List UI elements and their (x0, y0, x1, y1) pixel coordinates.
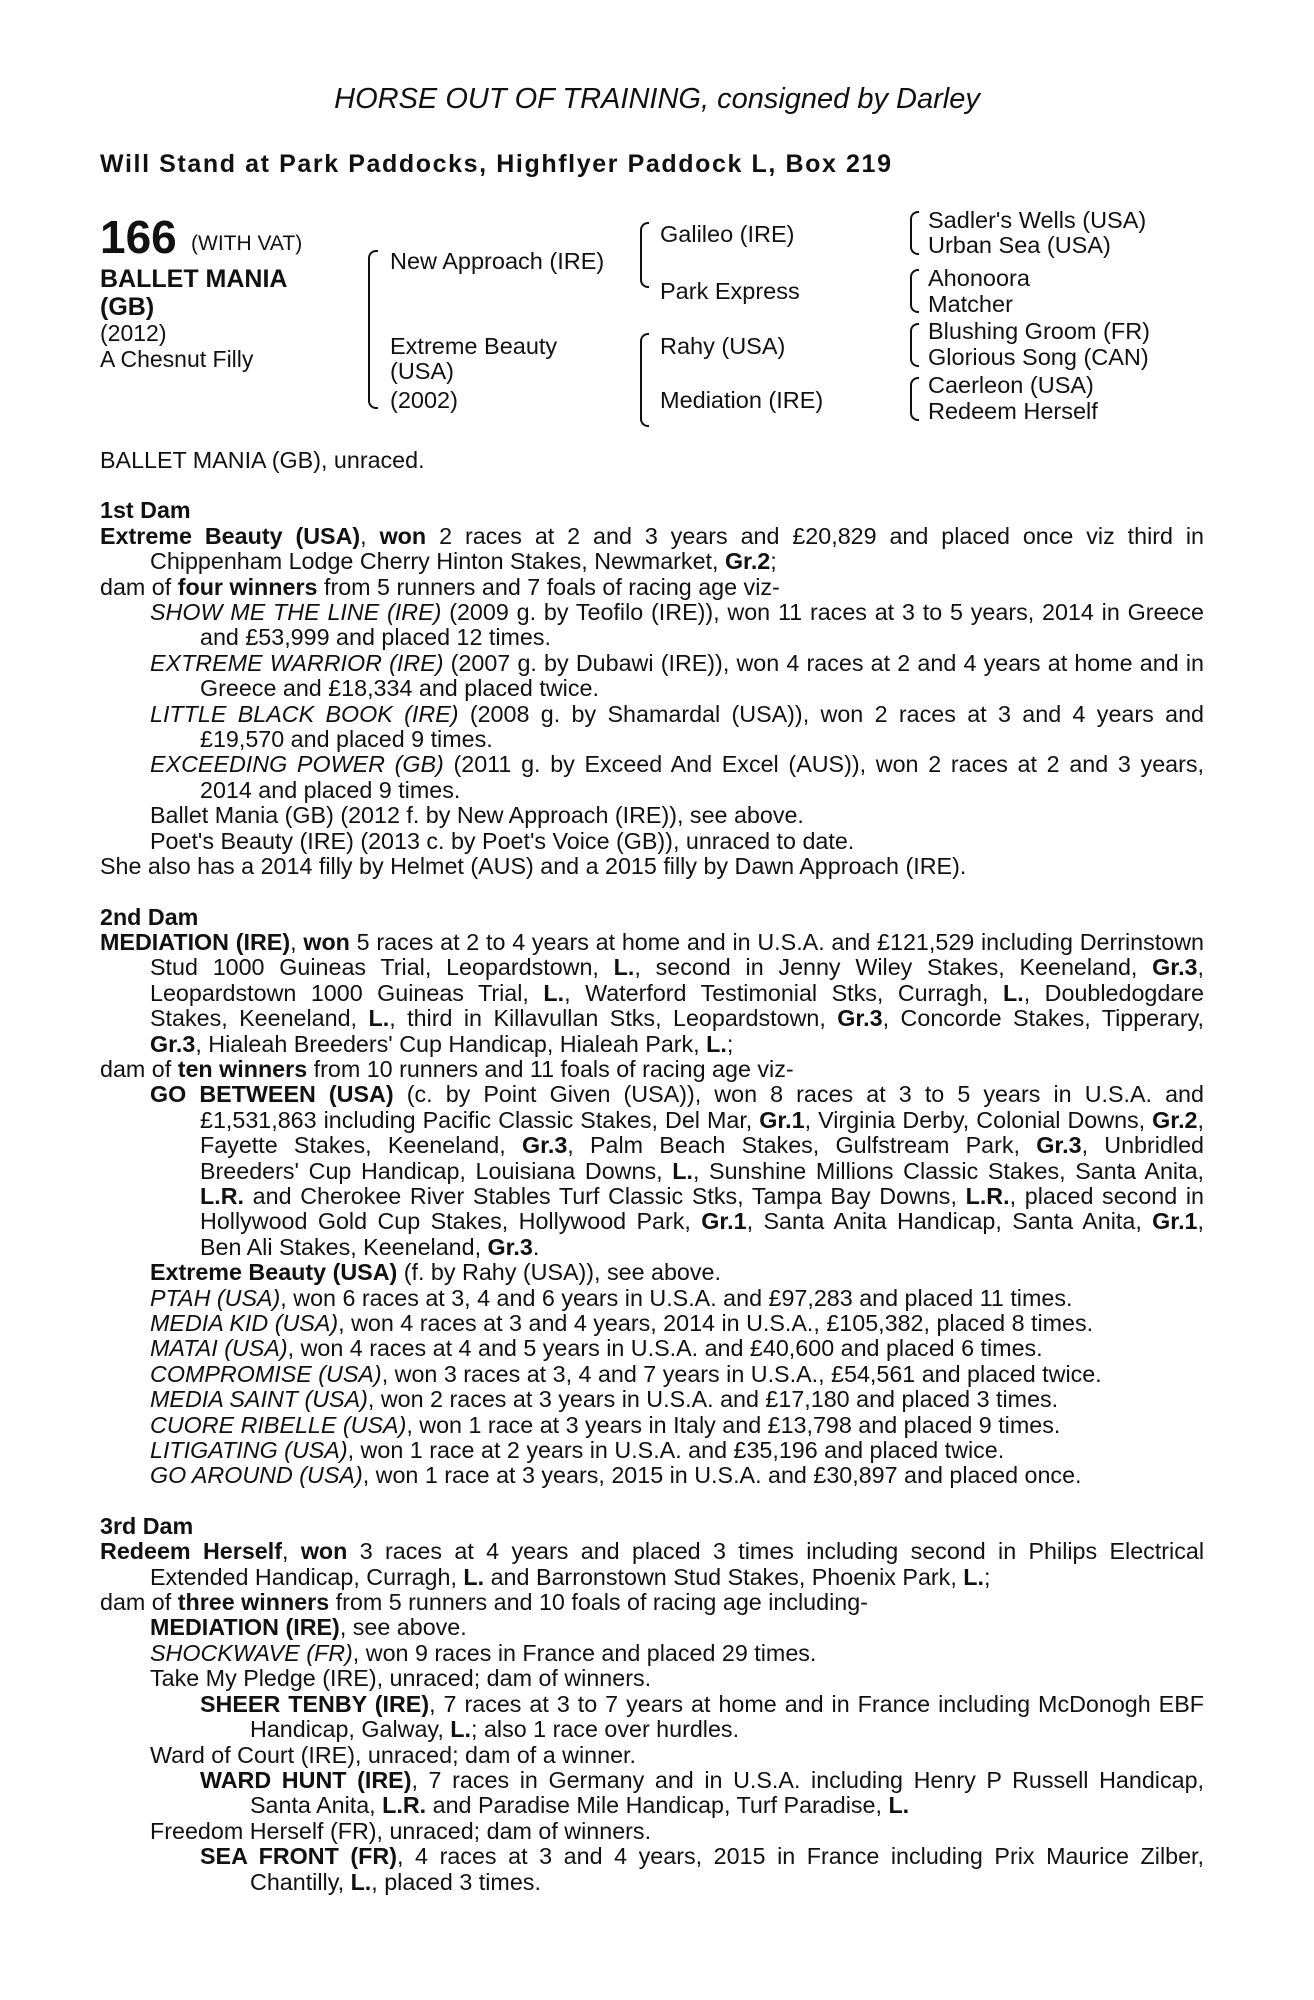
grade: L.R. (382, 1792, 427, 1819)
produce-entry (100, 1362, 1204, 1387)
grade: L. (350, 1868, 372, 1895)
grade: L. (672, 1157, 693, 1184)
pedigree-sire: New Approach (IRE) (390, 248, 605, 274)
pedigree-sss: Sadler's Wells (USA) (928, 207, 1147, 233)
pedigree-sire-sire: Galileo (IRE) (660, 221, 795, 247)
text: (c. by Point Given (USA)), won 8 races at 3 to 5 years in U.S.A. and £1,531,863 including Pacific Classic Stakes, Del Mar, (200, 1081, 1204, 1133)
third-dam-summary: Redeem Herself, won 3 races at 4 years and placed 3 times including second in Philips Electrical Extended Handicap, Curragh, L. and Barronstown Stud Stakes, Phoenix Park, L.; (100, 1538, 1204, 1590)
text: , Waterford Testimonial Stks, Curragh, (564, 979, 1003, 1006)
first-dam-summary: Extreme Beauty (USA), won 2 races at 2 and 3 years and £20,829 and placed once viz third in Chippenham Lodge Cherry Hinton Stakes, Newmarket, Gr.2; (100, 522, 1204, 575)
first-dam-produce-summary (100, 575, 1204, 600)
pedigree-dam-line2: (USA) (390, 358, 454, 384)
grade: L. (1002, 979, 1024, 1006)
text: , won 1 race at 3 years, 2015 in U.S.A. and £30,897 and placed once. (362, 1462, 1082, 1489)
text: , placed second in Hollywood Gold Cup Stakes, Hollywood Park, (200, 1182, 1204, 1235)
produce-entry (100, 600, 1204, 651)
winners-count: four winners (177, 573, 318, 600)
gen3-bracket-3 (910, 323, 919, 367)
produce-name: EXTREME WARRIOR (IRE) (150, 649, 444, 676)
horse-year: (2012) (100, 320, 167, 346)
produce-entry: Ward of Court (IRE), unraced; dam of a winner. (150, 1741, 636, 1768)
text: (f. by Rahy (USA)), see above. (397, 1259, 721, 1286)
text: , Doubledogdare Stakes, Keeneland, (150, 979, 1204, 1032)
produce-name: CUORE RIBELLE (USA) (150, 1411, 407, 1438)
horse-name: BALLET MANIA (GB) (100, 265, 287, 321)
grade: Gr.2 (1152, 1106, 1198, 1133)
produce-entry (100, 1387, 1204, 1412)
third-dam-name: Redeem Herself (100, 1538, 282, 1565)
text: , 7 races in Germany and in U.S.A. including Henry P Russell Handicap, Santa Anita, (250, 1766, 1204, 1819)
text: ; (984, 1563, 991, 1590)
text: , second in Jenny Wiley Stakes, Keeneland, (634, 954, 1153, 981)
produce-entry (100, 1641, 1204, 1666)
third-dam-heading: 3rd Dam (100, 1512, 194, 1539)
vat-label: (WITH VAT) (191, 232, 303, 255)
produce-name: SHEER TENBY (IRE) (200, 1690, 430, 1717)
text: from 5 runners and 10 foals of racing age including- (329, 1589, 868, 1616)
second-dam-produce-summary (100, 1057, 1204, 1082)
grade: Gr.1 (759, 1106, 805, 1133)
pedigree-sire-dam: Park Express (660, 278, 800, 304)
produce-name: Extreme Beauty (USA) (150, 1259, 398, 1286)
text: , 7 races at 3 to 7 years at home and in France including McDonogh EBF Handicap, Galway, (250, 1690, 1204, 1743)
text: and Paradise Mile Handicap, Turf Paradise, (426, 1792, 889, 1819)
second-dam-heading: 2nd Dam (100, 903, 199, 930)
grandproduce-entry (100, 1768, 1204, 1819)
text: (2008 g. by Shamardal (USA)), won 2 races at 3 and 4 years and £19,570 and placed 9 times. (200, 700, 1204, 753)
stand-location: Will Stand at Park Paddocks, Highflyer Paddock L, Box 219 (100, 150, 893, 178)
produce-name: LITTLE BLACK BOOK (IRE) (150, 700, 459, 727)
text: , Leopardstown 1000 Guineas Trial, (150, 954, 1204, 1006)
text: (2011 g. by Exceed And Excel (AUS)), won 2 races at 2 and 3 years, 2014 and placed 9 times. (200, 751, 1204, 803)
second-dam-name: MEDIATION (IRE) (100, 928, 291, 955)
text: ; (770, 548, 777, 575)
produce-entry (100, 752, 1204, 803)
first-dam-heading: 1st Dam (100, 497, 191, 524)
text: , Concorde Stakes, Tipperary, (882, 1005, 1204, 1032)
produce-entry (100, 1615, 1204, 1640)
grade: Gr.3 (150, 1030, 196, 1057)
produce-entry (100, 1260, 1204, 1285)
produce-name: MEDIA SAINT (USA) (150, 1386, 368, 1413)
produce-entry (100, 1413, 1204, 1438)
produce-name: MEDIATION (IRE) (150, 1614, 340, 1641)
grade: Gr.3 (1036, 1132, 1082, 1159)
produce-entry (100, 1286, 1204, 1311)
produce-entry (100, 702, 1204, 753)
pedigree-dss: Blushing Groom (FR) (928, 318, 1150, 344)
text: , Fayette Stakes, Keeneland, (200, 1106, 1204, 1159)
text: from 5 runners and 7 foals of racing age viz- (317, 573, 780, 600)
winners-count: three winners (177, 1589, 330, 1616)
text: , won 1 race at 3 years in Italy and £13,798 and placed 9 times. (406, 1411, 1061, 1438)
grandproduce-entry (100, 1692, 1204, 1743)
grade: L. (963, 1563, 984, 1590)
text: 2 races at 2 and 3 years and £20,829 and placed once viz third in Chippenham Lodge Cherry Hinton Stakes, Newmarket, (150, 522, 1204, 575)
text: from 10 runners and 11 foals of racing age viz- (307, 1055, 794, 1082)
produce-name: LITIGATING (USA) (150, 1437, 348, 1464)
grade: L. (450, 1716, 471, 1743)
produce-name: SHOCKWAVE (FR) (150, 1639, 353, 1666)
produce-entry (100, 1336, 1204, 1361)
produce-entry: Freedom Herself (FR), unraced; dam of winners. (150, 1817, 652, 1844)
text: ; (726, 1030, 734, 1057)
produce-entry (100, 651, 1204, 702)
produce-entry (100, 1438, 1204, 1463)
grade: L.R. (200, 1182, 245, 1209)
grade: Gr.3 (521, 1132, 568, 1159)
produce-name: SEA FRONT (FR) (200, 1843, 397, 1870)
text: , Ben Ali Stakes, Keeneland, (200, 1208, 1204, 1260)
won-label: won (379, 522, 427, 549)
produce-name: GO AROUND (USA) (150, 1462, 363, 1489)
text: , third in Killavullan Stks, Leopardstown, (389, 1005, 838, 1032)
sire-parents-bracket (640, 222, 649, 288)
text: 5 races at 2 to 4 years at home and in U.S.A. and £121,529 including Derrinstown Stud 1000 Guineas Trial, Leopardstown, (150, 928, 1204, 981)
text: . (532, 1233, 540, 1260)
text: dam of (100, 573, 178, 600)
text: , 4 races at 3 and 4 years, 2015 in France including Prix Maurice Zilber, Chantilly, (250, 1843, 1204, 1895)
pedigree-dsd: Glorious Song (CAN) (928, 344, 1149, 370)
text: , won 6 races at 3, 4 and 6 years in U.S.A. and £97,283 and placed 11 times. (280, 1284, 1073, 1311)
also-has-line: She also has a 2014 filly by Helmet (AUS) and a 2015 filly by Dawn Approach (IRE). (100, 853, 967, 880)
produce-entry: Poet's Beauty (IRE) (2013 c. by Poet's Voice (GB)), unraced to date. (150, 827, 855, 854)
produce-entry (100, 1311, 1204, 1336)
produce-name: GO BETWEEN (USA) (150, 1081, 394, 1108)
produce-entry: Take My Pledge (IRE), unraced; dam of winners. (150, 1665, 652, 1692)
second-dam-summary: MEDIATION (IRE), won 5 races at 2 to 4 years at home and in U.S.A. and £121,529 including Derrinstown Stud 1000 Guineas Trial, Leopardstown, L., second in Jenny Wiley Stakes, Keeneland, Gr.3, Leopardstown 1000 Guineas Trial, L., Waterford Testimonial Stks, Curragh, L., Doubledogdare Stakes, Keeneland, L., third in Killavullan Stks, Leopardstown, Gr.3, Concorde Stakes, Tipperary, Gr.3, Hialeah Breeders' Cup Handicap, Hialeah Park, L.; (100, 928, 1204, 1057)
text: , see above. (339, 1614, 467, 1641)
grade: Gr.3 (487, 1233, 533, 1260)
text: , won 4 races at 3 and 4 years, 2014 in U.S.A., £105,382, placed 8 times. (338, 1310, 1094, 1336)
text: and Barronstown Stud Stakes, Phoenix Park, (484, 1563, 964, 1590)
intro-line: BALLET MANIA (GB), unraced. (100, 447, 425, 473)
pedigree-ddd: Redeem Herself (928, 398, 1098, 424)
pedigree-dds: Caerleon (USA) (928, 372, 1094, 398)
produce-entry: Ballet Mania (GB) (2012 f. by New Approach (IRE)), see above. (150, 802, 804, 829)
grade: L.R. (965, 1182, 1010, 1209)
text: ; also 1 race over hurdles. (471, 1716, 740, 1743)
pedigree-dam-line1: Extreme Beauty (390, 333, 558, 359)
produce-name: MEDIA KID (USA) (150, 1310, 339, 1336)
dam-parents-bracket (640, 333, 649, 427)
grade: Gr.2 (724, 548, 771, 575)
grade: L. (368, 1005, 390, 1032)
produce-name: MATAI (USA) (150, 1335, 288, 1362)
produce-entry (100, 1463, 1204, 1488)
text: , won 4 races at 4 and 5 years in U.S.A. and £40,600 and placed 6 times. (287, 1335, 1043, 1362)
grade: Gr.1 (1152, 1208, 1198, 1235)
grade: L. (463, 1563, 485, 1590)
produce-entry (100, 1082, 1204, 1260)
text: 3 races at 4 years and placed 3 times including second in Philips Electrical Extended Handicap, Curragh, (150, 1538, 1204, 1590)
produce-name: PTAH (USA) (150, 1284, 281, 1311)
text: , Virginia Derby, Colonial Downs, (804, 1106, 1153, 1133)
pedigree-sdd: Matcher (928, 291, 1013, 317)
first-dam-name: Extreme Beauty (USA) (100, 522, 361, 549)
won-label: won (300, 1538, 348, 1565)
produce-name: EXCEEDING POWER (GB) (150, 751, 444, 778)
pedigree-ssd: Urban Sea (USA) (928, 232, 1111, 258)
text: , placed 3 times. (371, 1868, 541, 1895)
grade: Gr.3 (1152, 954, 1198, 981)
gen3-bracket-4 (910, 377, 919, 421)
text: , Hialeah Breeders' Cup Handicap, Hialeah Park, (195, 1030, 707, 1057)
text: , Palm Beach Stakes, Gulfstream Park, (567, 1132, 1037, 1159)
pedigree-sds: Ahonoora (928, 265, 1030, 291)
winners-count: ten winners (177, 1055, 308, 1082)
page-title: HORSE OUT OF TRAINING, consigned by Darley (334, 83, 980, 115)
text: (2007 g. by Dubawi (IRE)), won 4 races at 2 and 4 years at home and in Greece and £18,334 and placed twice. (200, 649, 1204, 702)
text: and Cherokee River Stables Turf Classic Stks, Tampa Bay Downs, (244, 1182, 966, 1209)
third-dam-produce-summary (100, 1590, 1204, 1615)
produce-name: WARD HUNT (IRE) (200, 1766, 412, 1793)
grade: L. (888, 1792, 910, 1819)
grandproduce-entry (100, 1844, 1204, 1895)
won-label: won (303, 928, 350, 955)
text: , won 3 races at 3, 4 and 7 years in U.S.A., £54,561 and placed twice. (381, 1360, 1102, 1387)
grade: L. (706, 1030, 727, 1057)
catalogue-body (100, 448, 1204, 1895)
grade: L. (613, 954, 635, 981)
text: , Unbridled Breeders' Cup Handicap, Louisiana Downs, (200, 1132, 1204, 1184)
produce-name: SHOW ME THE LINE (IRE) (150, 599, 442, 626)
grade: Gr.3 (837, 1005, 883, 1032)
text: , won 9 races in France and placed 29 times. (352, 1639, 817, 1666)
text: (2009 g. by Teofilo (IRE)), won 11 races at 3 to 5 years, 2014 in Greece and £53,999 and placed 12 times. (200, 599, 1204, 651)
text: , Sunshine Millions Classic Stakes, Santa Anita, (692, 1157, 1205, 1184)
pedigree-dam-sire: Rahy (USA) (660, 333, 786, 359)
lot-number: 166 (100, 211, 177, 263)
produce-name: COMPROMISE (USA) (150, 1360, 382, 1387)
text: , won 1 race at 2 years in U.S.A. and £35,196 and placed twice. (347, 1437, 1005, 1464)
text: , won 2 races at 3 years in U.S.A. and £17,180 and placed 3 times. (367, 1386, 1059, 1413)
sire-dam-bracket (368, 250, 378, 409)
pedigree-dam-year: (2002) (390, 387, 458, 413)
grade: L. (543, 979, 565, 1006)
grade: Gr.1 (701, 1208, 747, 1235)
horse-description: A Chesnut Filly (100, 346, 254, 372)
pedigree-dam-dam: Mediation (IRE) (660, 387, 824, 413)
gen3-bracket-1 (910, 211, 919, 255)
text: dam of (100, 1589, 178, 1616)
text: , Santa Anita Handicap, Santa Anita, (746, 1208, 1153, 1235)
gen3-bracket-2 (910, 269, 919, 313)
text: dam of (100, 1055, 178, 1082)
